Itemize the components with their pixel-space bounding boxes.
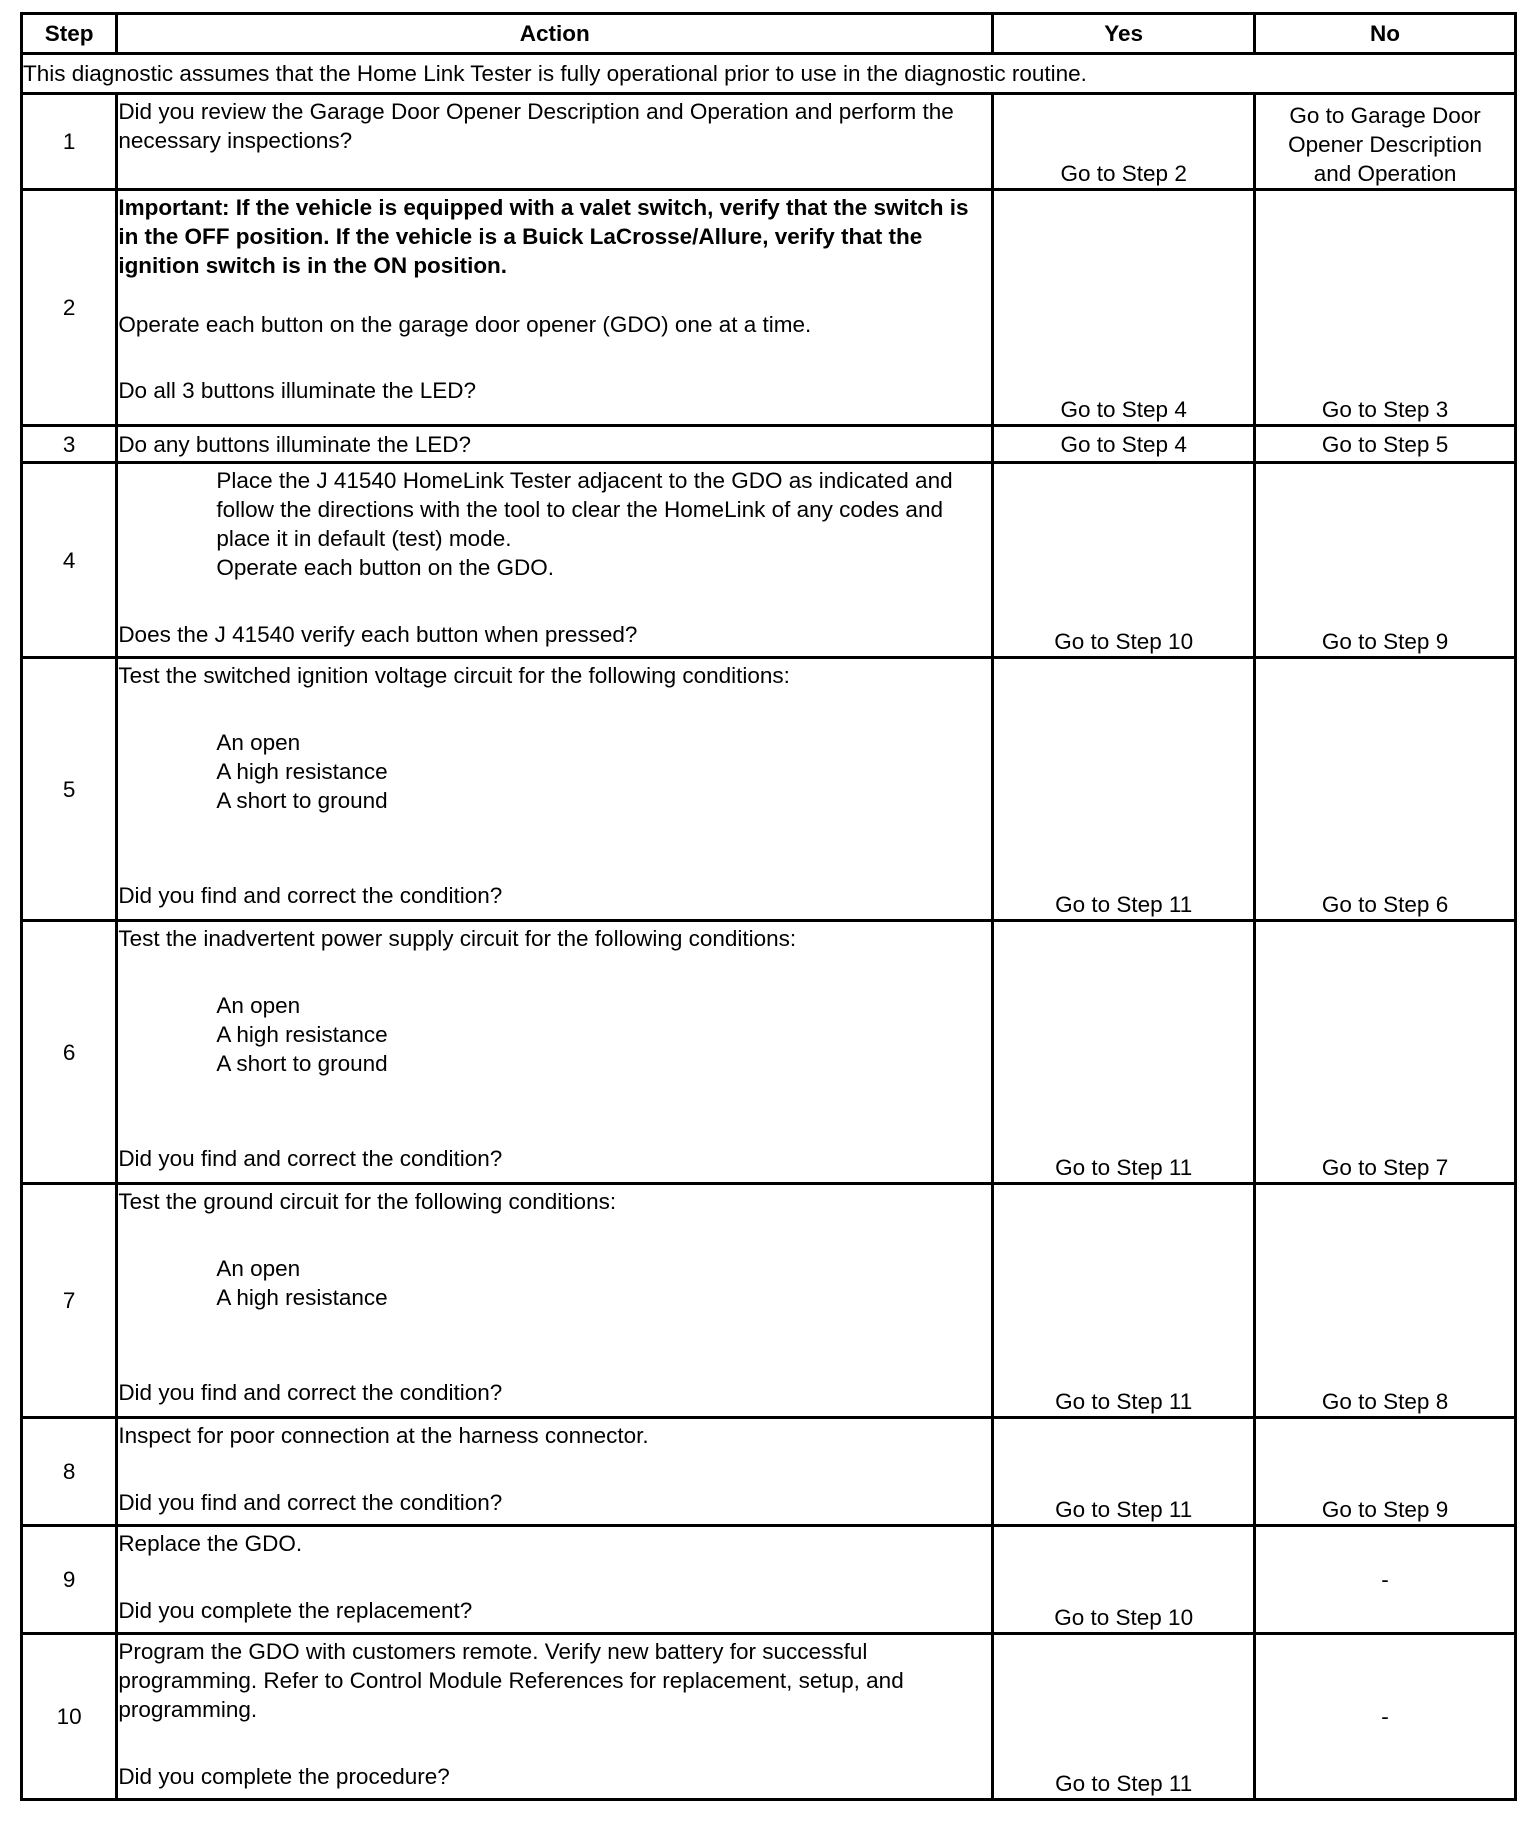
header-no: No (1255, 14, 1516, 54)
header-step: Step (22, 14, 117, 54)
no-link[interactable]: Go to Step 3 (1255, 190, 1516, 426)
yes-link[interactable]: Go to Step 11 (993, 1634, 1255, 1800)
no-link-line: Opener Description (1288, 132, 1482, 157)
action-cell (117, 190, 993, 426)
action-question: Do all 3 buttons illuminate the LED? (118, 378, 477, 403)
step-number: 5 (22, 658, 117, 921)
no-link: - (1255, 1526, 1516, 1634)
yes-link[interactable]: Go to Step 11 (993, 1184, 1255, 1418)
action-text: Test the switched ignition voltage circuit for the following conditions: (118, 663, 790, 688)
no-link[interactable]: Go to Step 9 (1255, 463, 1516, 658)
no-link[interactable]: Go to Step 5 (1255, 426, 1516, 463)
action-cell (117, 1184, 993, 1418)
table-row (22, 190, 1516, 426)
action-text: Test the ground circuit for the following conditions: (118, 1189, 617, 1214)
action-question: Did you find and correct the condition? (118, 1380, 503, 1405)
action-cell (117, 921, 993, 1184)
step-number: 8 (22, 1418, 117, 1526)
step-number: 3 (22, 426, 117, 463)
action-question: Do any buttons illuminate the LED? (117, 426, 993, 463)
table-row (22, 658, 1516, 921)
no-link: - (1255, 1634, 1516, 1800)
action-text: Program the GDO with customers remote. Verify new battery for successful programming. Refer to Control Module References for replacement, setup, and programming. (118, 1639, 904, 1722)
step-number: 6 (22, 921, 117, 1184)
step-number: 9 (22, 1526, 117, 1634)
yes-link[interactable]: Go to Step 11 (993, 1418, 1255, 1526)
condition-item: An open (216, 993, 301, 1018)
yes-link[interactable]: Go to Step 11 (993, 921, 1255, 1184)
step-number: 7 (22, 1184, 117, 1418)
condition-item: An open (216, 730, 301, 755)
diagnostic-note: This diagnostic assumes that the Home Link Tester is fully operational prior to use in the diagnostic routine. (22, 54, 1516, 94)
action-cell (117, 1418, 993, 1526)
yes-link[interactable]: Go to Step 10 (993, 1526, 1255, 1634)
no-link-line: and Operation (1313, 161, 1457, 186)
action-question: Did you find and correct the condition? (118, 1490, 503, 1515)
no-link[interactable]: Go to Step 9 (1255, 1418, 1516, 1526)
condition-item: A short to ground (216, 788, 388, 813)
action-text: Did you review the Garage Door Opener Description and Operation and perform the necessary inspections? (118, 99, 954, 153)
action-text: Operate each button on the garage door opener (GDO) one at a time. (118, 312, 812, 337)
no-link[interactable] (1255, 94, 1516, 190)
action-cell (117, 658, 993, 921)
action-question: Does the J 41540 verify each button when pressed? (118, 622, 638, 647)
action-text: Inspect for poor connection at the harness connector. (118, 1423, 649, 1448)
table-row (22, 1418, 1516, 1526)
header-action: Action (117, 14, 993, 54)
action-cell (117, 1526, 993, 1634)
condition-item: An open (216, 1256, 301, 1281)
action-text: Replace the GDO. (118, 1531, 303, 1556)
no-link[interactable]: Go to Step 6 (1255, 658, 1516, 921)
note-row (22, 54, 1516, 94)
yes-link[interactable]: Go to Step 4 (993, 426, 1255, 463)
table-row (22, 426, 1516, 463)
step-number: 2 (22, 190, 117, 426)
header-yes: Yes (993, 14, 1255, 54)
yes-link[interactable]: Go to Step 11 (993, 658, 1255, 921)
table-row (22, 1526, 1516, 1634)
yes-link[interactable]: Go to Step 10 (993, 463, 1255, 658)
action-cell (117, 94, 993, 190)
action-cell (117, 1634, 993, 1800)
no-link[interactable]: Go to Step 7 (1255, 921, 1516, 1184)
table-row (22, 1184, 1516, 1418)
table-row (22, 1634, 1516, 1800)
no-link-line: Go to Garage Door (1289, 103, 1481, 128)
yes-link[interactable]: Go to Step 2 (993, 94, 1255, 190)
condition-item: A short to ground (216, 1051, 388, 1076)
table-row (22, 94, 1516, 190)
header-row (22, 14, 1516, 54)
action-cell (117, 463, 993, 658)
action-question: Did you complete the replacement? (118, 1598, 473, 1623)
table-row (22, 463, 1516, 658)
yes-link[interactable]: Go to Step 4 (993, 190, 1255, 426)
step-number: 1 (22, 94, 117, 190)
condition-item: A high resistance (216, 1022, 388, 1047)
action-question: Did you find and correct the condition? (118, 883, 503, 908)
step-number: 10 (22, 1634, 117, 1800)
table-row (22, 921, 1516, 1184)
condition-item: A high resistance (216, 1285, 388, 1310)
action-text: Operate each button on the GDO. (216, 555, 555, 580)
action-question: Did you complete the procedure? (118, 1764, 450, 1789)
step-number: 4 (22, 463, 117, 658)
condition-item: A high resistance (216, 759, 388, 784)
important-note: Important: If the vehicle is equipped with a valet switch, verify that the switch is in the OFF position. If the vehicle is a Buick LaCrosse/Allure, verify that the ignition switch is in the ON position. (118, 195, 969, 278)
action-text: Test the inadvertent power supply circuit for the following conditions: (118, 926, 797, 951)
action-question: Did you find and correct the condition? (118, 1146, 503, 1171)
no-link[interactable]: Go to Step 8 (1255, 1184, 1516, 1418)
action-text: Place the J 41540 HomeLink Tester adjacent to the GDO as indicated and follow the directions with the tool to clear the HomeLink of any codes and place it in default (test) mode. (216, 468, 953, 551)
diagnostic-table (20, 12, 1517, 1801)
